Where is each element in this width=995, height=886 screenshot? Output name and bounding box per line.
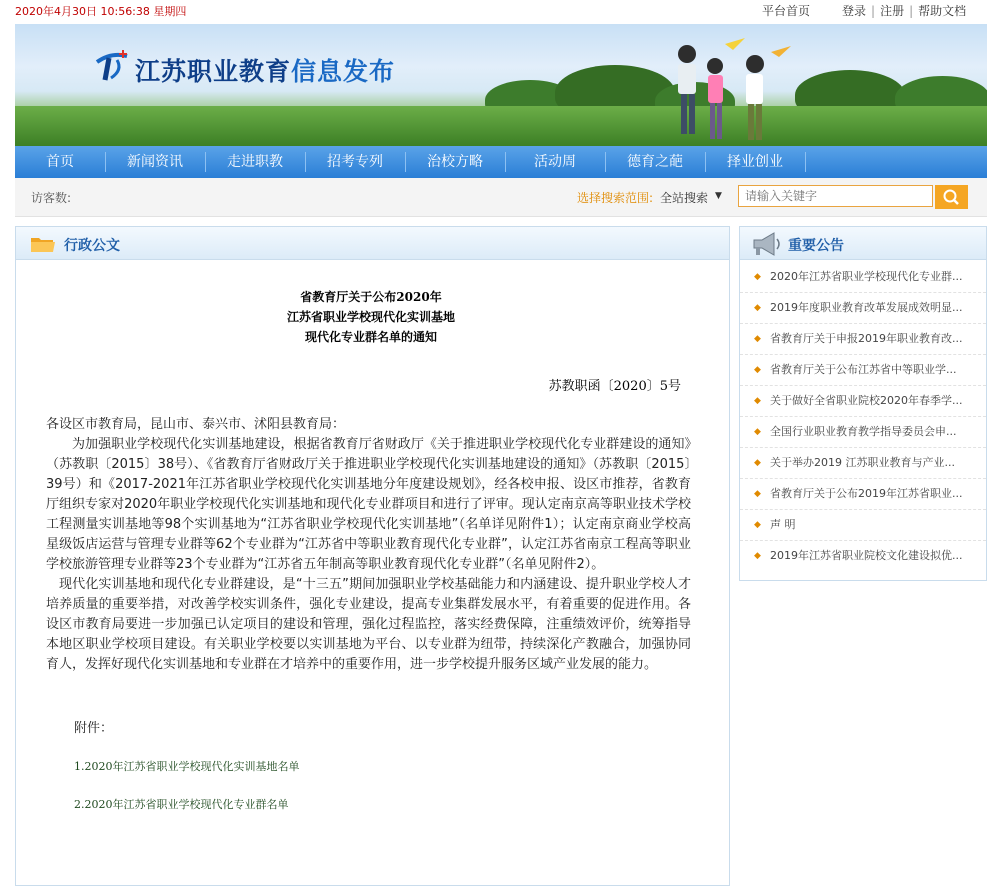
site-banner <box>15 24 987 146</box>
attachments-label: 附件： <box>74 721 114 736</box>
notice-title[interactable]: 省教育厅关于公布江苏省中等职业学... <box>770 363 957 376</box>
help-link[interactable]: 帮助文档 <box>918 4 967 18</box>
site-title <box>135 52 395 88</box>
divider: | <box>871 4 876 18</box>
nav-item-moral-education[interactable]: 德育之葩 <box>627 154 683 170</box>
document-number: 苏教职函〔2020〕5号 <box>548 379 681 394</box>
account-links <box>842 2 966 19</box>
nav-item-career[interactable]: 择业创业 <box>727 154 783 170</box>
caret-down-icon[interactable]: ▼ <box>715 191 722 201</box>
article-paragraph: 为加强职业学校现代化实训基地建设，根据省教育厅省财政厅《关于推进职业学校现代化专业群建设的通知》（苏教职〔2015〕38号）、《省教育厅省财政厅关于推进职业学校现代化实训基地建设的通知》（苏教职〔2015〕39号）和《2017-2021年江苏省职业学校现代化实训基地分年度建设规划》，经各校申报、设区市推荐，省教育厅组织专家对2020年职业学校现代化实训基地和现代化专业群项目和进行了评审。现认定南京高等职业技术学校工程测量实训基地等98个实训基地为“江苏省职业学校现代化实训基地”（名单详见附件1）；认定南京商业学校高星级饭店运营与管理专业群等62个专业群为“江苏省中等职业教育现代化专业群”，认定江苏省南京工程高等职业学校旅游管理专业群等23个专业群为“江苏省五年制高等职业教育现代化专业群”（名单见附件2）。 <box>46 437 691 572</box>
register-link[interactable]: 注册 <box>880 4 905 18</box>
site-logo-icon <box>93 48 133 84</box>
bullet-icon: ◆ <box>754 334 761 344</box>
bullet-icon: ◆ <box>754 303 761 313</box>
nav-item-news[interactable]: 新闻资讯 <box>127 154 183 170</box>
notices-panel <box>739 226 987 581</box>
megaphone-icon <box>750 231 784 257</box>
list-item[interactable] <box>740 355 986 386</box>
children-illustration-icon <box>575 24 987 146</box>
bullet-icon: ◆ <box>754 520 761 530</box>
divider: | <box>909 4 914 18</box>
notice-title[interactable]: 全国行业职业教育教学指导委员会申... <box>770 425 957 438</box>
notice-title[interactable]: 省教育厅关于公布2019年江苏省职业... <box>770 487 963 500</box>
top-bar <box>0 0 995 22</box>
site-title-highlight: 信息发布 <box>291 57 396 86</box>
notice-title[interactable]: 声 明 <box>770 518 796 531</box>
bullet-icon: ◆ <box>754 365 761 375</box>
notice-title[interactable]: 2019年江苏省职业院校文化建设拟优... <box>770 549 963 562</box>
article-panel <box>15 226 730 886</box>
notices-list <box>740 262 986 571</box>
search-button[interactable] <box>935 185 968 209</box>
list-item[interactable] <box>740 510 986 541</box>
search-icon <box>935 185 968 209</box>
nav-item-about[interactable]: 走进职教 <box>227 154 283 170</box>
article-panel-header <box>16 227 729 260</box>
notice-title[interactable]: 2019年度职业教育改革发展成效明显... <box>770 301 963 314</box>
list-item[interactable] <box>740 262 986 293</box>
nav-item-activity-week[interactable]: 活动周 <box>534 154 576 170</box>
platform-home-link[interactable]: 平台首页 <box>762 4 811 18</box>
visitor-count-label: 访客数: <box>31 191 72 205</box>
attachment-link[interactable]: 1.2020年江苏省职业学校现代化实训基地名单 <box>74 760 300 773</box>
salutation: 各设区市教育局，昆山市、泰兴市、沭阳县教育局： <box>46 417 346 432</box>
article-title-line: 现代化专业群名单的通知 <box>304 330 437 344</box>
search-input[interactable] <box>738 185 933 207</box>
list-item[interactable] <box>740 293 986 324</box>
list-item[interactable] <box>740 479 986 510</box>
article-title <box>46 287 696 347</box>
list-item[interactable] <box>740 417 986 448</box>
login-link[interactable]: 登录 <box>842 4 867 18</box>
bullet-icon: ◆ <box>754 458 761 468</box>
article-title-line: 省教育厅关于公布2020年 <box>300 290 442 304</box>
article-body <box>46 415 691 675</box>
folder-icon <box>30 234 56 254</box>
notices-panel-header <box>740 227 986 260</box>
search-bar <box>15 178 987 217</box>
article-panel-title: 行政公文 <box>64 238 120 254</box>
list-item[interactable] <box>740 448 986 479</box>
bullet-icon: ◆ <box>754 551 761 561</box>
notice-title[interactable]: 关于举办2019 江苏职业教育与产业... <box>770 456 955 469</box>
nav-item-admissions[interactable]: 招考专列 <box>327 154 383 170</box>
attachment-link[interactable]: 2.2020年江苏省职业学校现代化专业群名单 <box>74 798 289 811</box>
search-scope-select[interactable]: 全站搜索 <box>660 191 709 205</box>
list-item[interactable] <box>740 386 986 417</box>
article-content <box>46 287 696 812</box>
notices-panel-title: 重要公告 <box>788 238 844 254</box>
bullet-icon: ◆ <box>754 489 761 499</box>
bullet-icon: ◆ <box>754 396 761 406</box>
main-nav <box>15 146 987 178</box>
current-datetime: 2020年4月30日 10:56:38 星期四 <box>15 5 187 18</box>
bullet-icon: ◆ <box>754 427 761 437</box>
notice-title[interactable]: 2020年江苏省职业学校现代化专业群... <box>770 270 963 283</box>
list-item[interactable] <box>740 541 986 571</box>
search-scope-label: 选择搜索范围: <box>577 191 654 205</box>
nav-divider <box>805 152 806 172</box>
nav-item-governance[interactable]: 治校方略 <box>427 154 483 170</box>
article-paragraph: 现代化实训基地和现代化专业群建设，是“十三五”期间加强职业学校基础能力和内涵建设、提升职业学校人才培养质量的重要举措，对改善学校实训条件，强化专业建设，提高专业集群发展水平，有着重要的促进作用。各设区市教育局要进一步加强已认定项目的建设和管理，强化过程监控，落实经费保障，注重绩效评价，统筹指导本地区职业学校项目建设。有关职业学校要以实训基地为平台、以专业群为纽带，持续深化产教融合，加强协同育人，发挥好现代化实训基地和专业群在才培养中的重要作用，进一步学校提升服务区域产业发展的能力。 <box>46 577 691 672</box>
nav-item-home[interactable]: 首页 <box>46 154 74 170</box>
bullet-icon: ◆ <box>754 272 761 282</box>
notice-title[interactable]: 省教育厅关于申报2019年职业教育改... <box>770 332 963 345</box>
article-title-line: 江苏省职业学校现代化实训基地 <box>286 310 455 324</box>
list-item[interactable] <box>740 324 986 355</box>
notice-title[interactable]: 关于做好全省职业院校2020年春季学... <box>770 394 963 407</box>
site-title-main: 江苏职业教育 <box>135 57 292 86</box>
